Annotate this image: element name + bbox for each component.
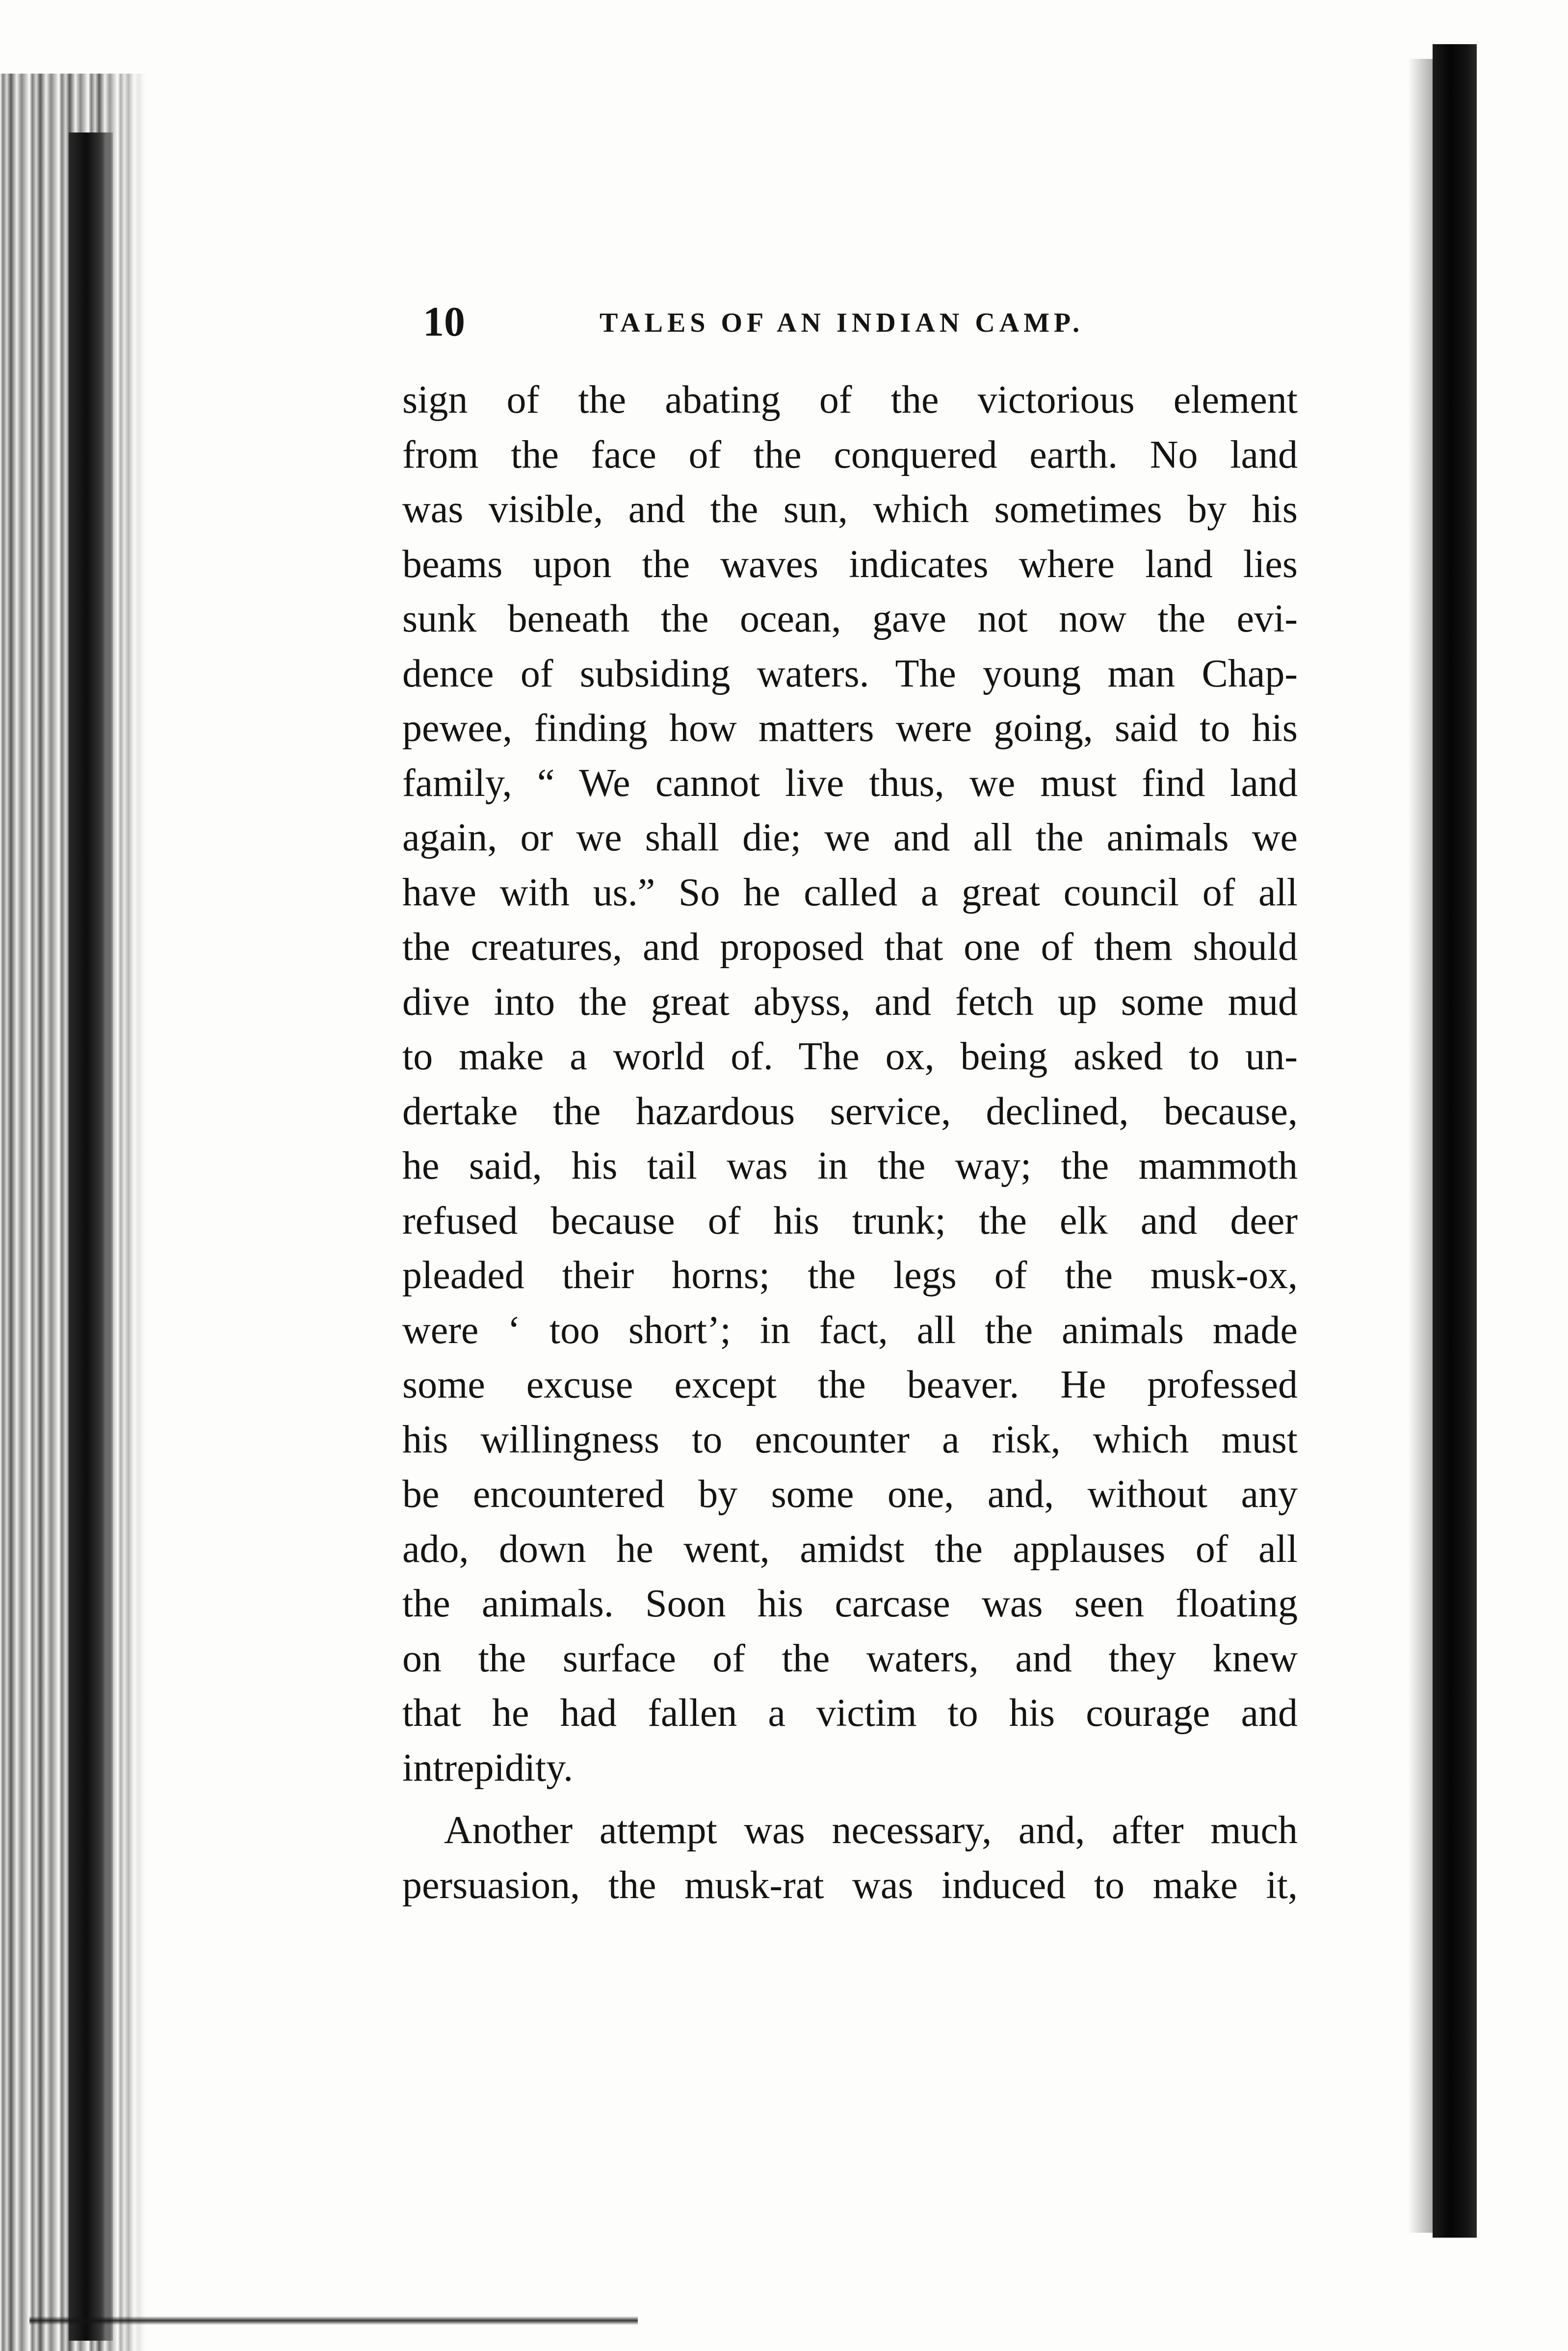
text-line: dive into the great abyss, and fetch up some mud <box>402 980 1298 1024</box>
text-line: sign of the abating of the victorious element <box>402 378 1298 422</box>
text-line: his willingness to encounter a risk, which must <box>402 1418 1298 1461</box>
page-number: 10 <box>423 298 465 345</box>
running-title: TALES OF AN INDIAN CAMP. <box>600 308 1084 338</box>
right-page-edge <box>1433 44 1477 2238</box>
text-line: some excuse except the beaver. He professed <box>402 1363 1298 1406</box>
text-line: to make a world of. The ox, being asked to un- <box>402 1035 1298 1078</box>
text-line: the creatures, and proposed that one of them should <box>402 925 1298 969</box>
text-line: intrepidity. <box>402 1746 574 1790</box>
text-line: that he had fallen a victim to his courage and <box>402 1691 1298 1735</box>
left-binding-edge <box>69 132 113 2341</box>
text-line: he said, his tail was in the way; the mammoth <box>402 1144 1298 1188</box>
text-line: was visible, and the sun, which sometimes by his <box>402 488 1298 531</box>
text-line: sunk beneath the ocean, gave not now the evi- <box>402 597 1298 640</box>
body-text <box>402 373 1298 1913</box>
text-line: the animals. Soon his carcase was seen floating <box>402 1582 1298 1625</box>
bottom-page-edge <box>29 2316 638 2325</box>
text-line: pewee, finding how matters were going, said to his <box>402 707 1298 750</box>
text-line: have with us.” So he called a great council of all <box>402 871 1298 914</box>
paragraph-1 <box>402 373 1298 1796</box>
text-line: be encountered by some one, and, without any <box>402 1473 1298 1516</box>
paragraph-2 <box>402 1803 1298 1913</box>
text-line: from the face of the conquered earth. No land <box>402 433 1298 476</box>
text-line: on the surface of the waters, and they knew <box>402 1637 1298 1680</box>
text-line: dertake the hazardous service, declined, because, <box>402 1089 1298 1133</box>
text-line: Another attempt was necessary, and, after much <box>444 1809 1298 1852</box>
text-line: persuasion, the musk-rat was induced to make it, <box>402 1863 1298 1907</box>
text-line: family, “ We cannot live thus, we must find land <box>402 761 1298 805</box>
running-head <box>423 294 1306 353</box>
text-line: dence of subsiding waters. The young man Chap- <box>402 652 1298 695</box>
text-line: were ‘ too short’; in fact, all the animals made <box>402 1308 1298 1352</box>
text-line: beams upon the waves indicates where land lies <box>402 542 1298 586</box>
text-line: pleaded their horns; the legs of the musk-ox, <box>402 1254 1298 1297</box>
paragraph-gap <box>402 1796 1298 1803</box>
text-line: again, or we shall die; we and all the animals we <box>402 816 1298 859</box>
text-line: refused because of his trunk; the elk and deer <box>402 1199 1298 1242</box>
text-line: ado, down he went, amidst the applauses of all <box>402 1527 1298 1571</box>
